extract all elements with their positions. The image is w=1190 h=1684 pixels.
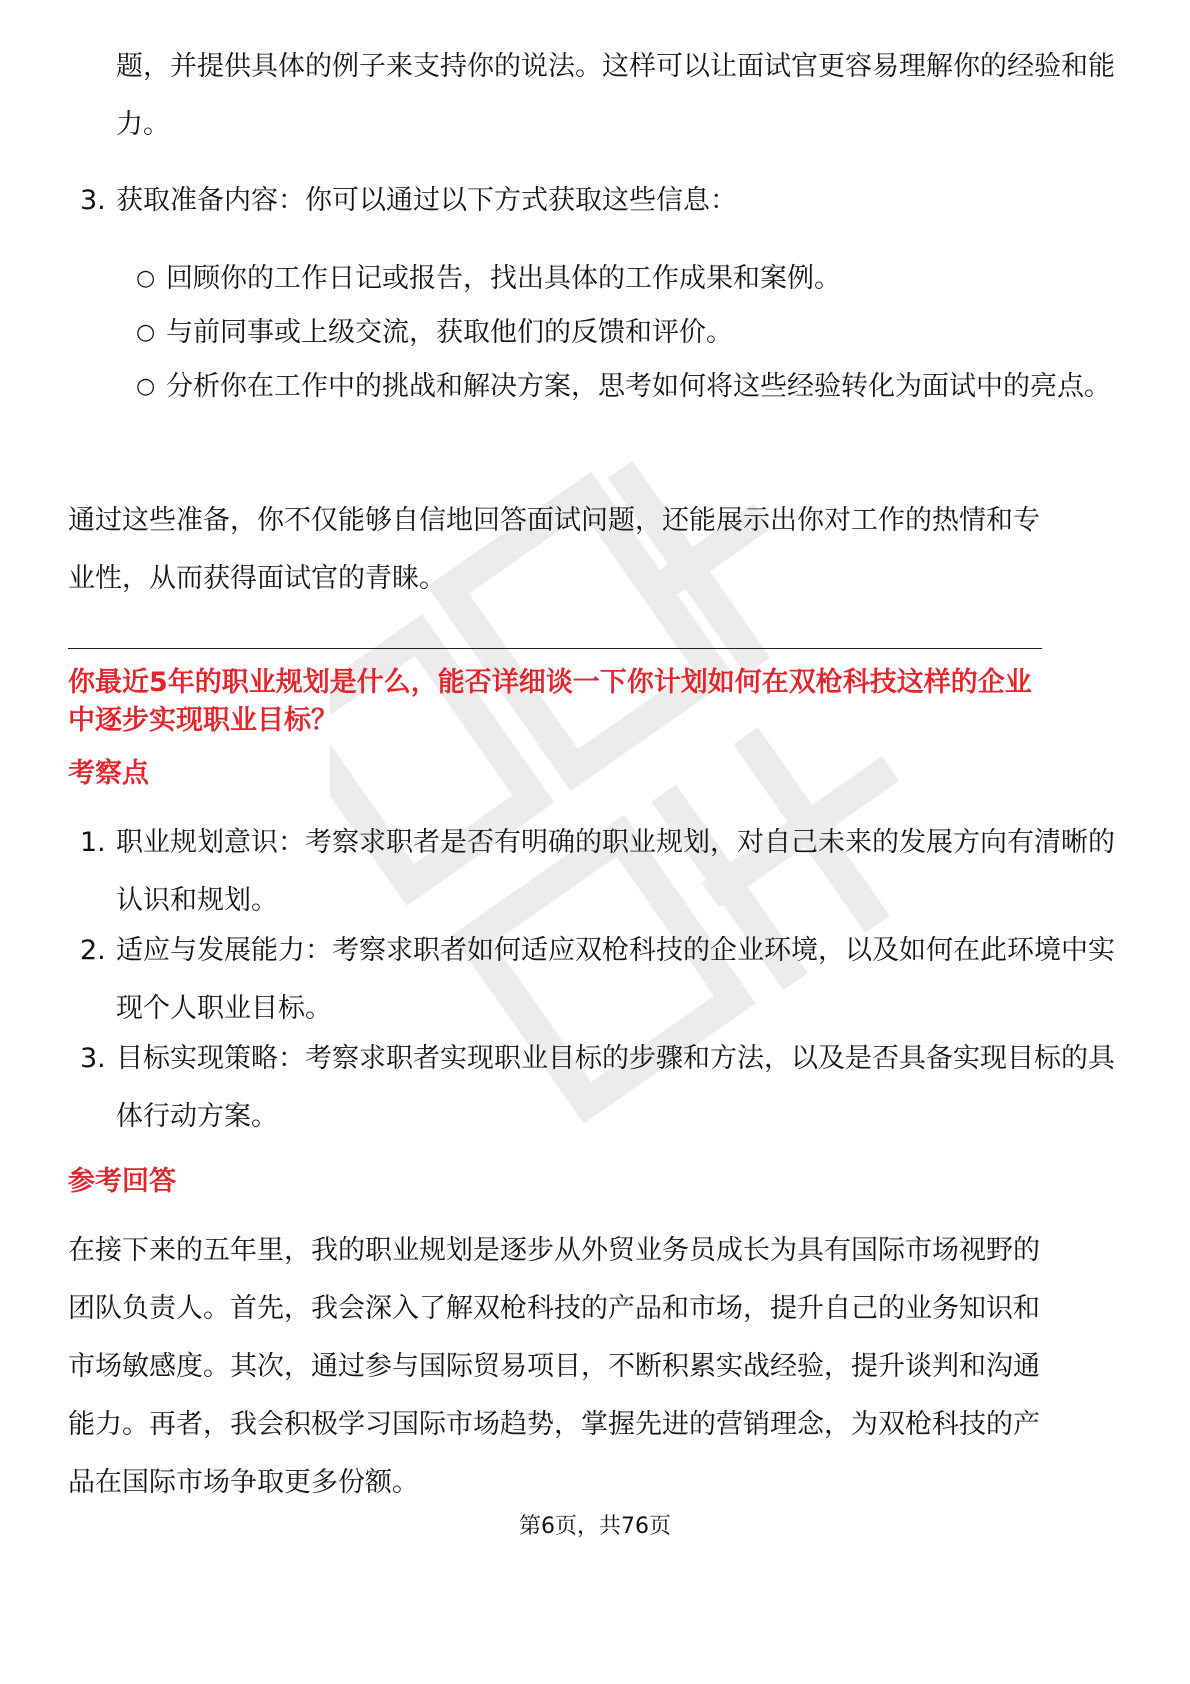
- list-item-text: 目标实现策略：考察求职者实现职业目标的步骤和方法，以及是否具备实现目标的具体行动方案。: [116, 1043, 1115, 1132]
- bullet-item-text: 分析你在工作中的挑战和解决方案，思考如何将这些经验转化为面试中的亮点。: [166, 371, 1111, 402]
- list-number: 3.: [80, 1043, 106, 1074]
- section-divider: [68, 648, 1042, 649]
- bullet-item: [136, 358, 1136, 416]
- intro-continuation: 题，并提供具体的例子来支持你的说法。这样可以让面试官更容易理解你的经验和能力。: [116, 51, 1115, 140]
- bullet-item-text: 回顾你的工作日记或报告，找出具体的工作成果和案例。: [166, 263, 841, 294]
- list-item: [80, 1030, 1120, 1146]
- summary-paragraph: 通过这些准备，你不仅能够自信地回答面试问题，还能展示出你对工作的热情和专业性，从而获得面试官的青睐。: [68, 505, 1040, 594]
- list-item-text: 获取准备内容：你可以通过以下方式获取这些信息：: [116, 185, 737, 216]
- list-item: [80, 922, 1120, 1038]
- list-number: 3.: [80, 185, 106, 216]
- assessment-heading: 考察点: [68, 758, 149, 789]
- page-footer: 第6页，共76页: [519, 1514, 671, 1539]
- list-item-text: 适应与发展能力：考察求职者如何适应双枪科技的企业环境，以及如何在此环境中实现个人职业目标。: [116, 935, 1115, 1024]
- bullet-item: [136, 250, 1136, 308]
- list-item: [80, 814, 1120, 930]
- reference-answer: 在接下来的五年里，我的职业规划是逐步从外贸业务员成长为具有国际市场视野的团队负责人。首先，我会深入了解双枪科技的产品和市场，提升自己的业务知识和市场敏感度。其次，通过参与国际贸易项目，不断积累实战经验，提升谈判和沟通能力。再者，我会积极学习国际市场趋势，掌握先进的营销理念，为双枪科技的产品在国际市场争取更多份额。: [68, 1235, 1040, 1498]
- list-number: 2.: [80, 935, 106, 966]
- bullet-icon: ○: [136, 320, 156, 345]
- bullet-item: [136, 304, 1136, 362]
- bullet-item-text: 与前同事或上级交流，获取他们的反馈和评价。: [166, 317, 733, 348]
- bullet-icon: ○: [136, 374, 156, 399]
- list-item-text: 职业规划意识：考察求职者是否有明确的职业规划，对自己未来的发展方向有清晰的认识和规划。: [116, 827, 1115, 916]
- list-number: 1.: [80, 827, 106, 858]
- bullet-icon: ○: [136, 266, 156, 291]
- question-heading: 你最近5年的职业规划是什么，能否详细谈一下你计划如何在双枪科技这样的企业中逐步实现职业目标？: [68, 667, 1032, 736]
- list-item: [80, 172, 1120, 230]
- reference-heading: 参考回答: [68, 1166, 176, 1197]
